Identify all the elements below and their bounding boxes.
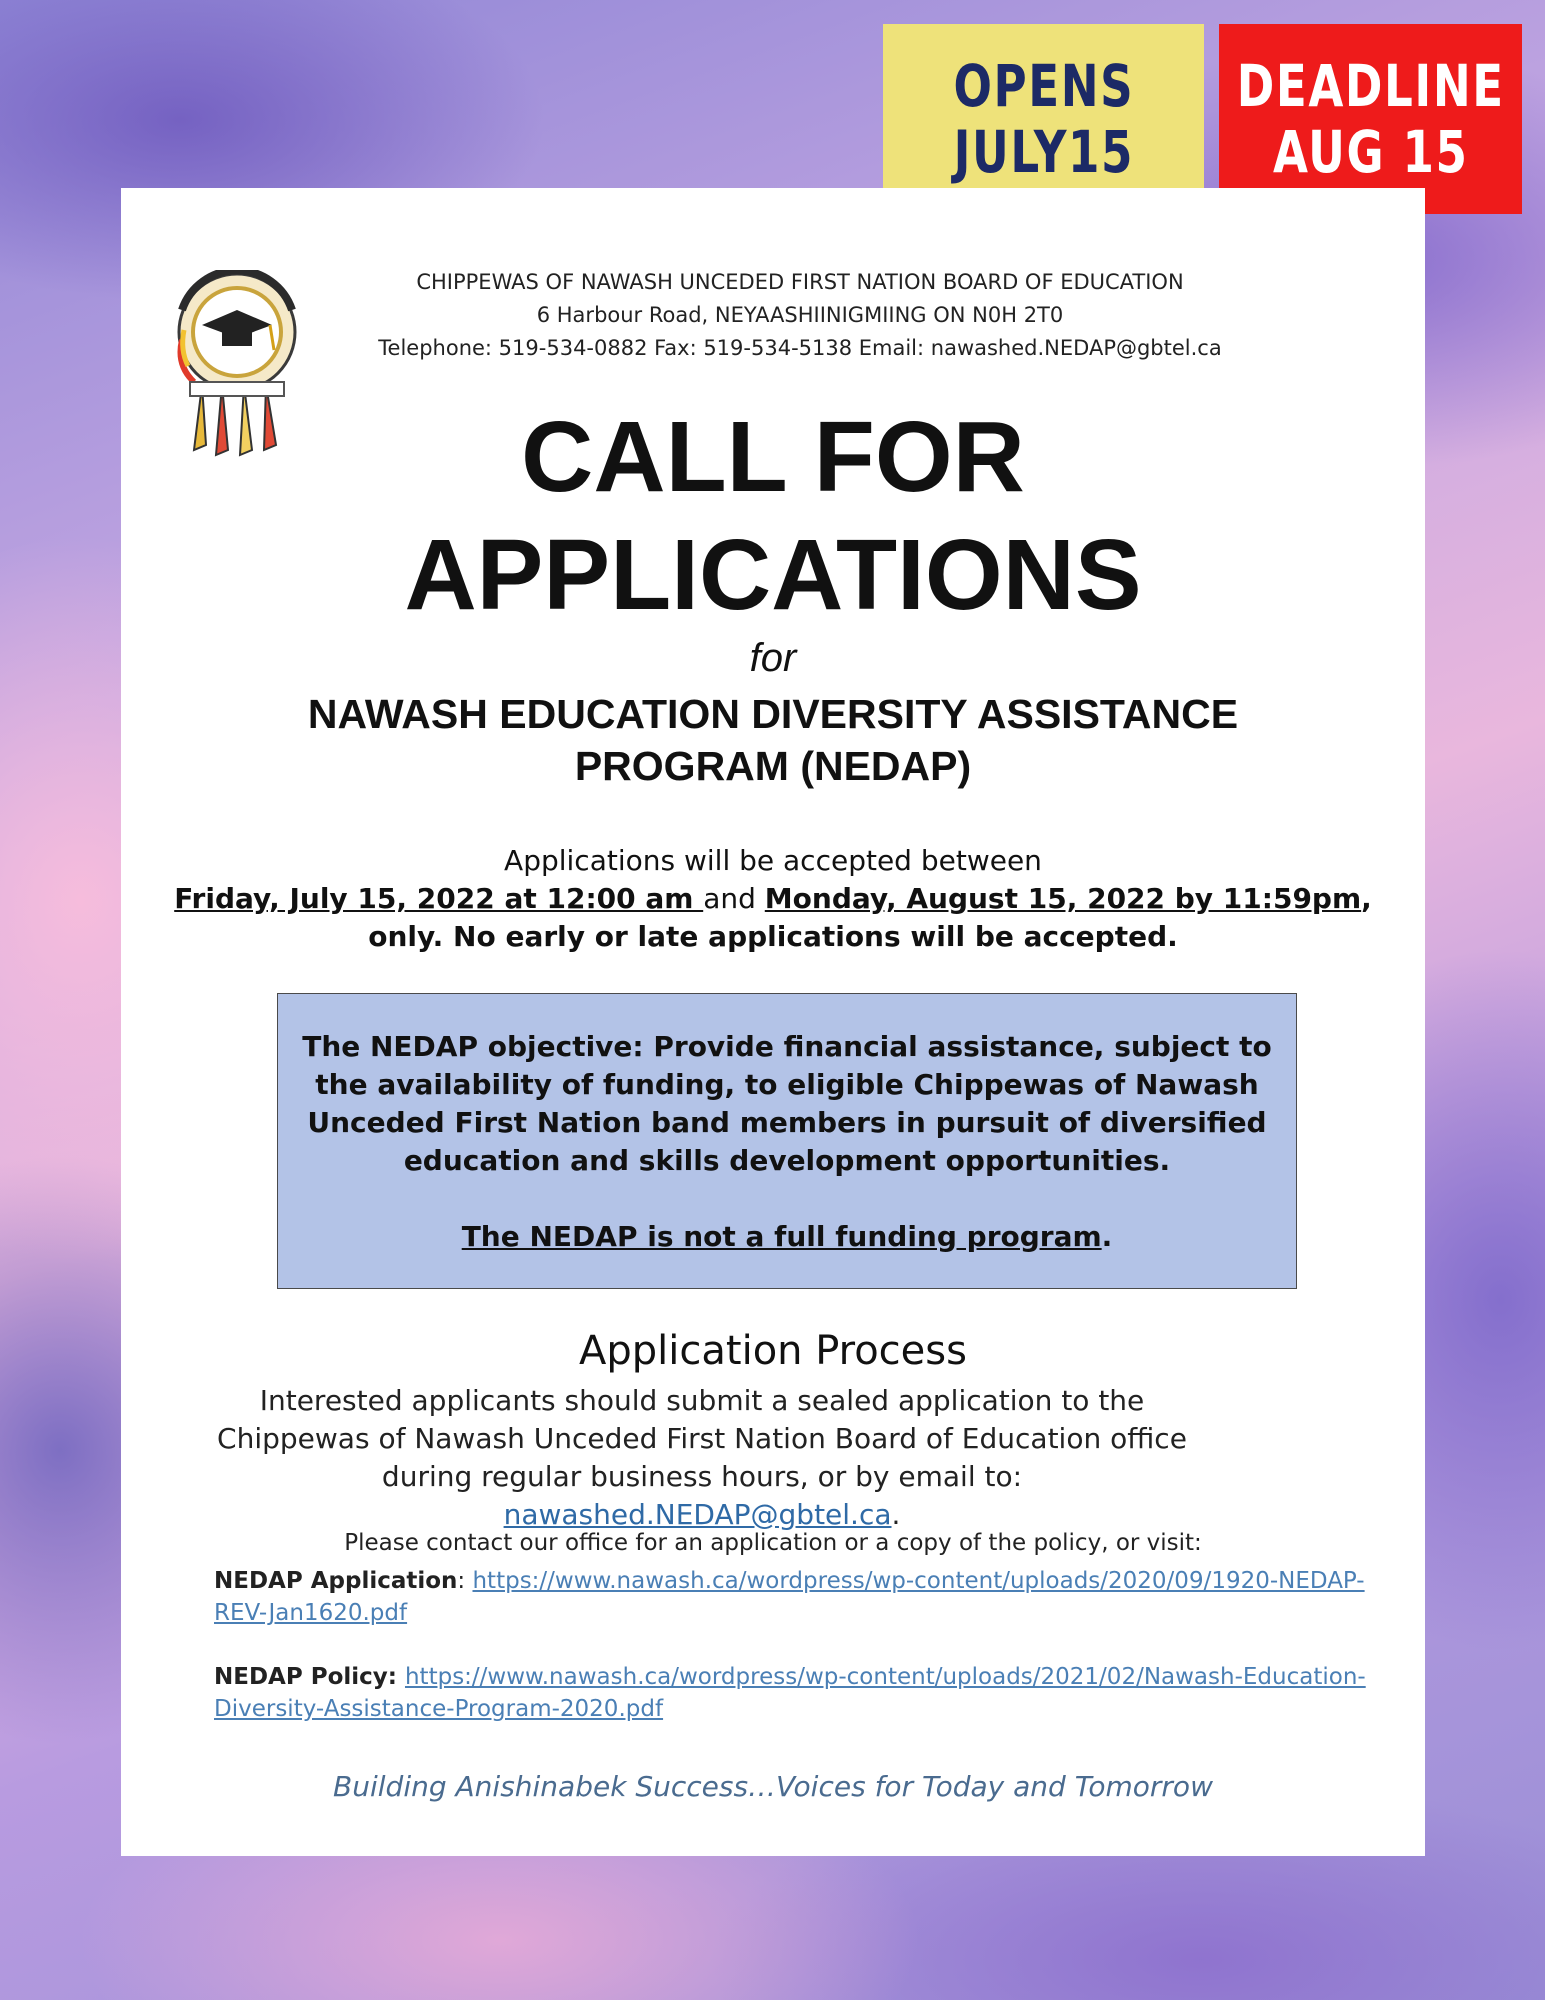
dates-restriction: only. No early or late applications will be accepted. (368, 920, 1178, 953)
organization-header (360, 266, 1240, 365)
opens-badge-line1: OPENS (953, 52, 1134, 120)
process-body (195, 1382, 1209, 1534)
page-title (121, 398, 1425, 634)
deadline-badge-line2: AUG 15 (1272, 118, 1469, 186)
organization-address: 6 Harbour Road, NEYAASHIINIGMIING ON N0H 2T0 (536, 303, 1064, 327)
application-label: NEDAP Application (214, 1568, 458, 1594)
organization-contact: Telephone: 519-534-0882 Fax: 519-534-5138 Email: nawashed.NEDAP@gbtel.ca (378, 336, 1222, 360)
opens-badge-line2: JULY15 (953, 118, 1134, 186)
program-name-line2: PROGRAM (NEDAP) (574, 743, 972, 789)
policy-url-link[interactable]: https://www.nawash.ca/wordpress/wp-content/uploads/2021/02/Nawash-Education-Diversity-Assistance-Program-2020.pdf (214, 1664, 1366, 1722)
tagline: Building Anishinabek Success…Voices for Today and Tomorrow (333, 1770, 1213, 1803)
title-line2: APPLICATIONS (404, 519, 1142, 631)
dates-and: and (703, 882, 756, 915)
end-date: Monday, August 15, 2022 by 11:59pm (764, 882, 1362, 915)
deadline-badge-line1: DEADLINE (1236, 52, 1505, 120)
process-end: . (891, 1498, 901, 1531)
email-link[interactable]: nawashed.NEDAP@gbtel.ca (503, 1498, 892, 1531)
opens-badge (883, 24, 1204, 214)
application-sep: : (457, 1568, 473, 1594)
title-line1: CALL FOR (521, 401, 1025, 513)
deadline-badge (1219, 24, 1522, 214)
contact-line: Please contact our office for an application or a copy of the policy, or visit: (344, 1530, 1202, 1556)
application-dates (121, 842, 1425, 956)
application-url-link[interactable]: https://www.nawash.ca/wordpress/wp-content/uploads/2020/09/1920-NEDAP-REV-Jan1620.pdf (214, 1568, 1365, 1626)
program-name (121, 688, 1425, 792)
objective-box (277, 993, 1297, 1289)
funding-note-end: . (1101, 1220, 1113, 1253)
title-for: for (749, 636, 797, 680)
dates-comma: , (1361, 882, 1372, 915)
objective-text: The NEDAP objective: Provide financial assistance, subject to the availability of funding, to eligible Chippewas of Nawash Unceded First Nation band members in pursuit of diversified education and skills development opportunities. (302, 1030, 1272, 1177)
program-name-line1: NAWASH EDUCATION DIVERSITY ASSISTANCE (307, 691, 1239, 737)
policy-link-block (214, 1661, 1394, 1725)
organization-name: CHIPPEWAS OF NAWASH UNCEDED FIRST NATION BOARD OF EDUCATION (416, 270, 1184, 294)
funding-note-text: The NEDAP is not a full funding program (461, 1220, 1102, 1253)
dates-intro: Applications will be accepted between (504, 844, 1042, 877)
application-link-block (214, 1565, 1394, 1629)
process-text: Interested applicants should submit a sealed application to the Chippewas of Nawash Unceded First Nation Board of Education office during regular business hours, or by email to: (217, 1384, 1187, 1493)
process-title: Application Process (579, 1328, 967, 1374)
funding-note (298, 1218, 1276, 1256)
policy-label: NEDAP Policy: (214, 1664, 405, 1690)
start-date: Friday, July 15, 2022 at 12:00 am (174, 882, 704, 915)
